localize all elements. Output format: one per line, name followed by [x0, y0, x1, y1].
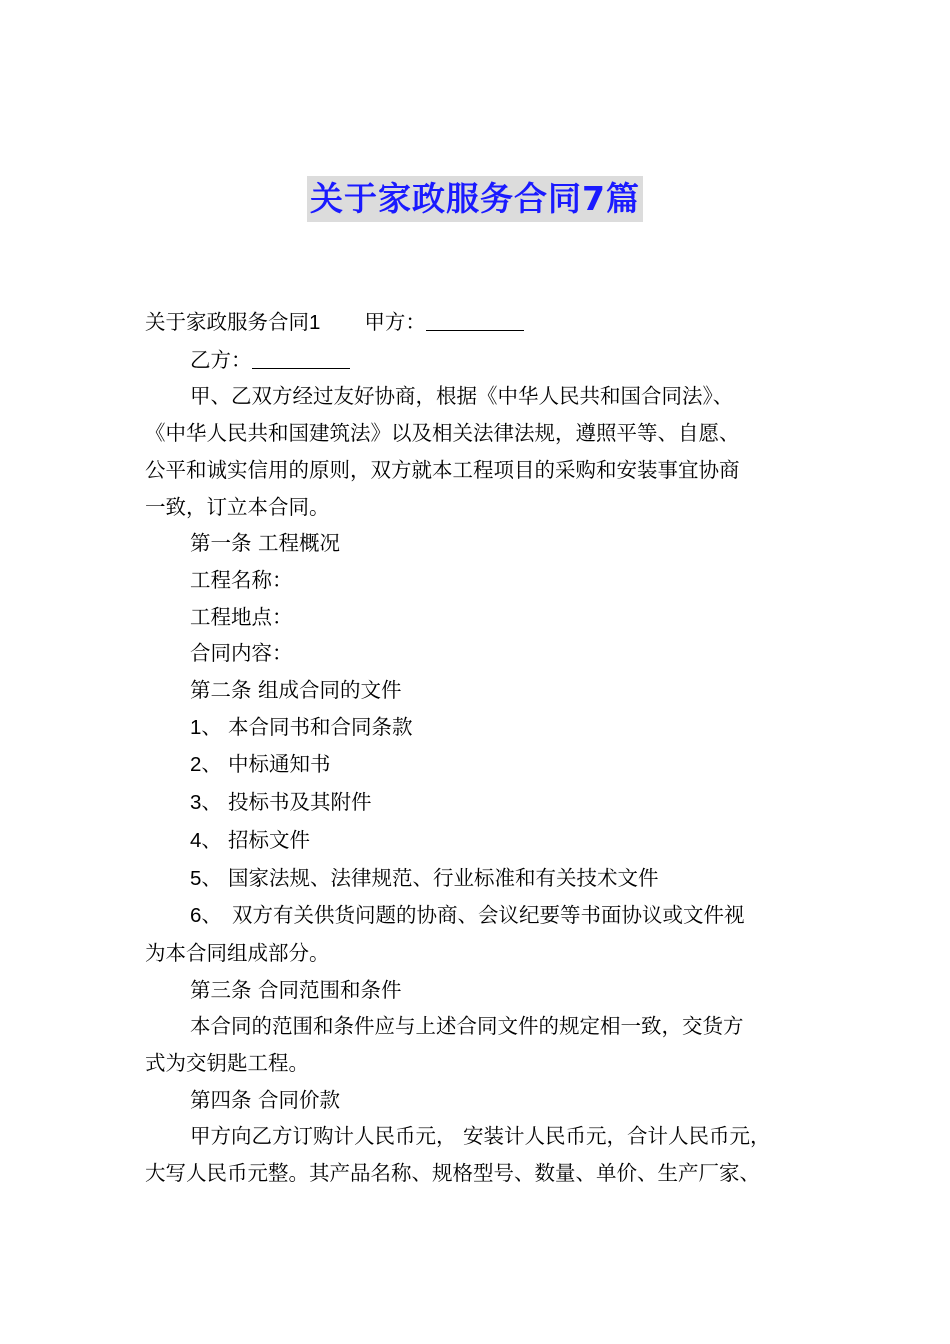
article-1-heading: 第一条 工程概况	[190, 531, 341, 556]
intro-line-2: 《中华人民共和国建筑法》以及相关法律法规，遵照平等、自愿、	[145, 421, 740, 446]
line-party-b	[145, 342, 825, 379]
list-item: 2、 中标通知书	[190, 752, 331, 777]
article-3-line-2: 式为交钥匙工程。	[145, 1051, 309, 1076]
list-item: 1、 本合同书和合同条款	[190, 714, 413, 739]
article-3-heading: 第三条 合同范围和条件	[190, 977, 402, 1002]
document-title-wrap	[0, 176, 950, 226]
article-2-heading: 第二条 组成合同的文件	[190, 678, 402, 703]
list-item: 3、 投标书及其附件	[190, 790, 372, 815]
article-4-line-2: 大写人民币元整。其产品名称、规格型号、数量、单价、生产厂家、	[145, 1161, 760, 1186]
list-item-6-cont: 为本合同组成部分。	[145, 940, 330, 965]
project-name-field: 工程名称：	[190, 567, 293, 592]
party-a-blank	[426, 308, 524, 331]
article-3-line-1: 本合同的范围和条件应与上述合同文件的规定相一致，交货方	[190, 1014, 744, 1039]
party-b-blank	[252, 346, 350, 369]
contract-heading-number: 1	[309, 311, 321, 334]
list-item: 4、 招标文件	[190, 827, 310, 852]
party-b-label: 乙方：	[190, 347, 252, 372]
document-body	[145, 304, 825, 1192]
list-item: 5、 国家法规、法律规范、行业标准和有关技术文件	[190, 865, 659, 890]
article-4-heading: 第四条 合同价款	[190, 1087, 341, 1112]
document-title: 关于家政服务合同7篇	[307, 176, 643, 222]
intro-line-3: 公平和诚实信用的原则，双方就本工程项目的采购和安装事宜协商	[145, 457, 740, 482]
contract-heading: 关于家政服务合同	[145, 310, 309, 334]
project-location-field: 工程地点：	[190, 604, 293, 629]
contract-content-field: 合同内容：	[190, 641, 293, 666]
line-heading	[145, 304, 825, 342]
list-item-6: 6、 双方有关供货问题的协商、会议纪要等书面协议或文件视	[190, 903, 745, 928]
article-4-line-1: 甲方向乙方订购计人民币元， 安装计人民币元，合计人民币元，	[190, 1124, 771, 1149]
intro-line-4: 一致，订立本合同。	[145, 494, 330, 519]
party-a-label: 甲方：	[364, 310, 426, 334]
intro-line-1: 甲、乙双方经过友好协商，根据《中华人民共和国合同法》、	[190, 384, 734, 409]
